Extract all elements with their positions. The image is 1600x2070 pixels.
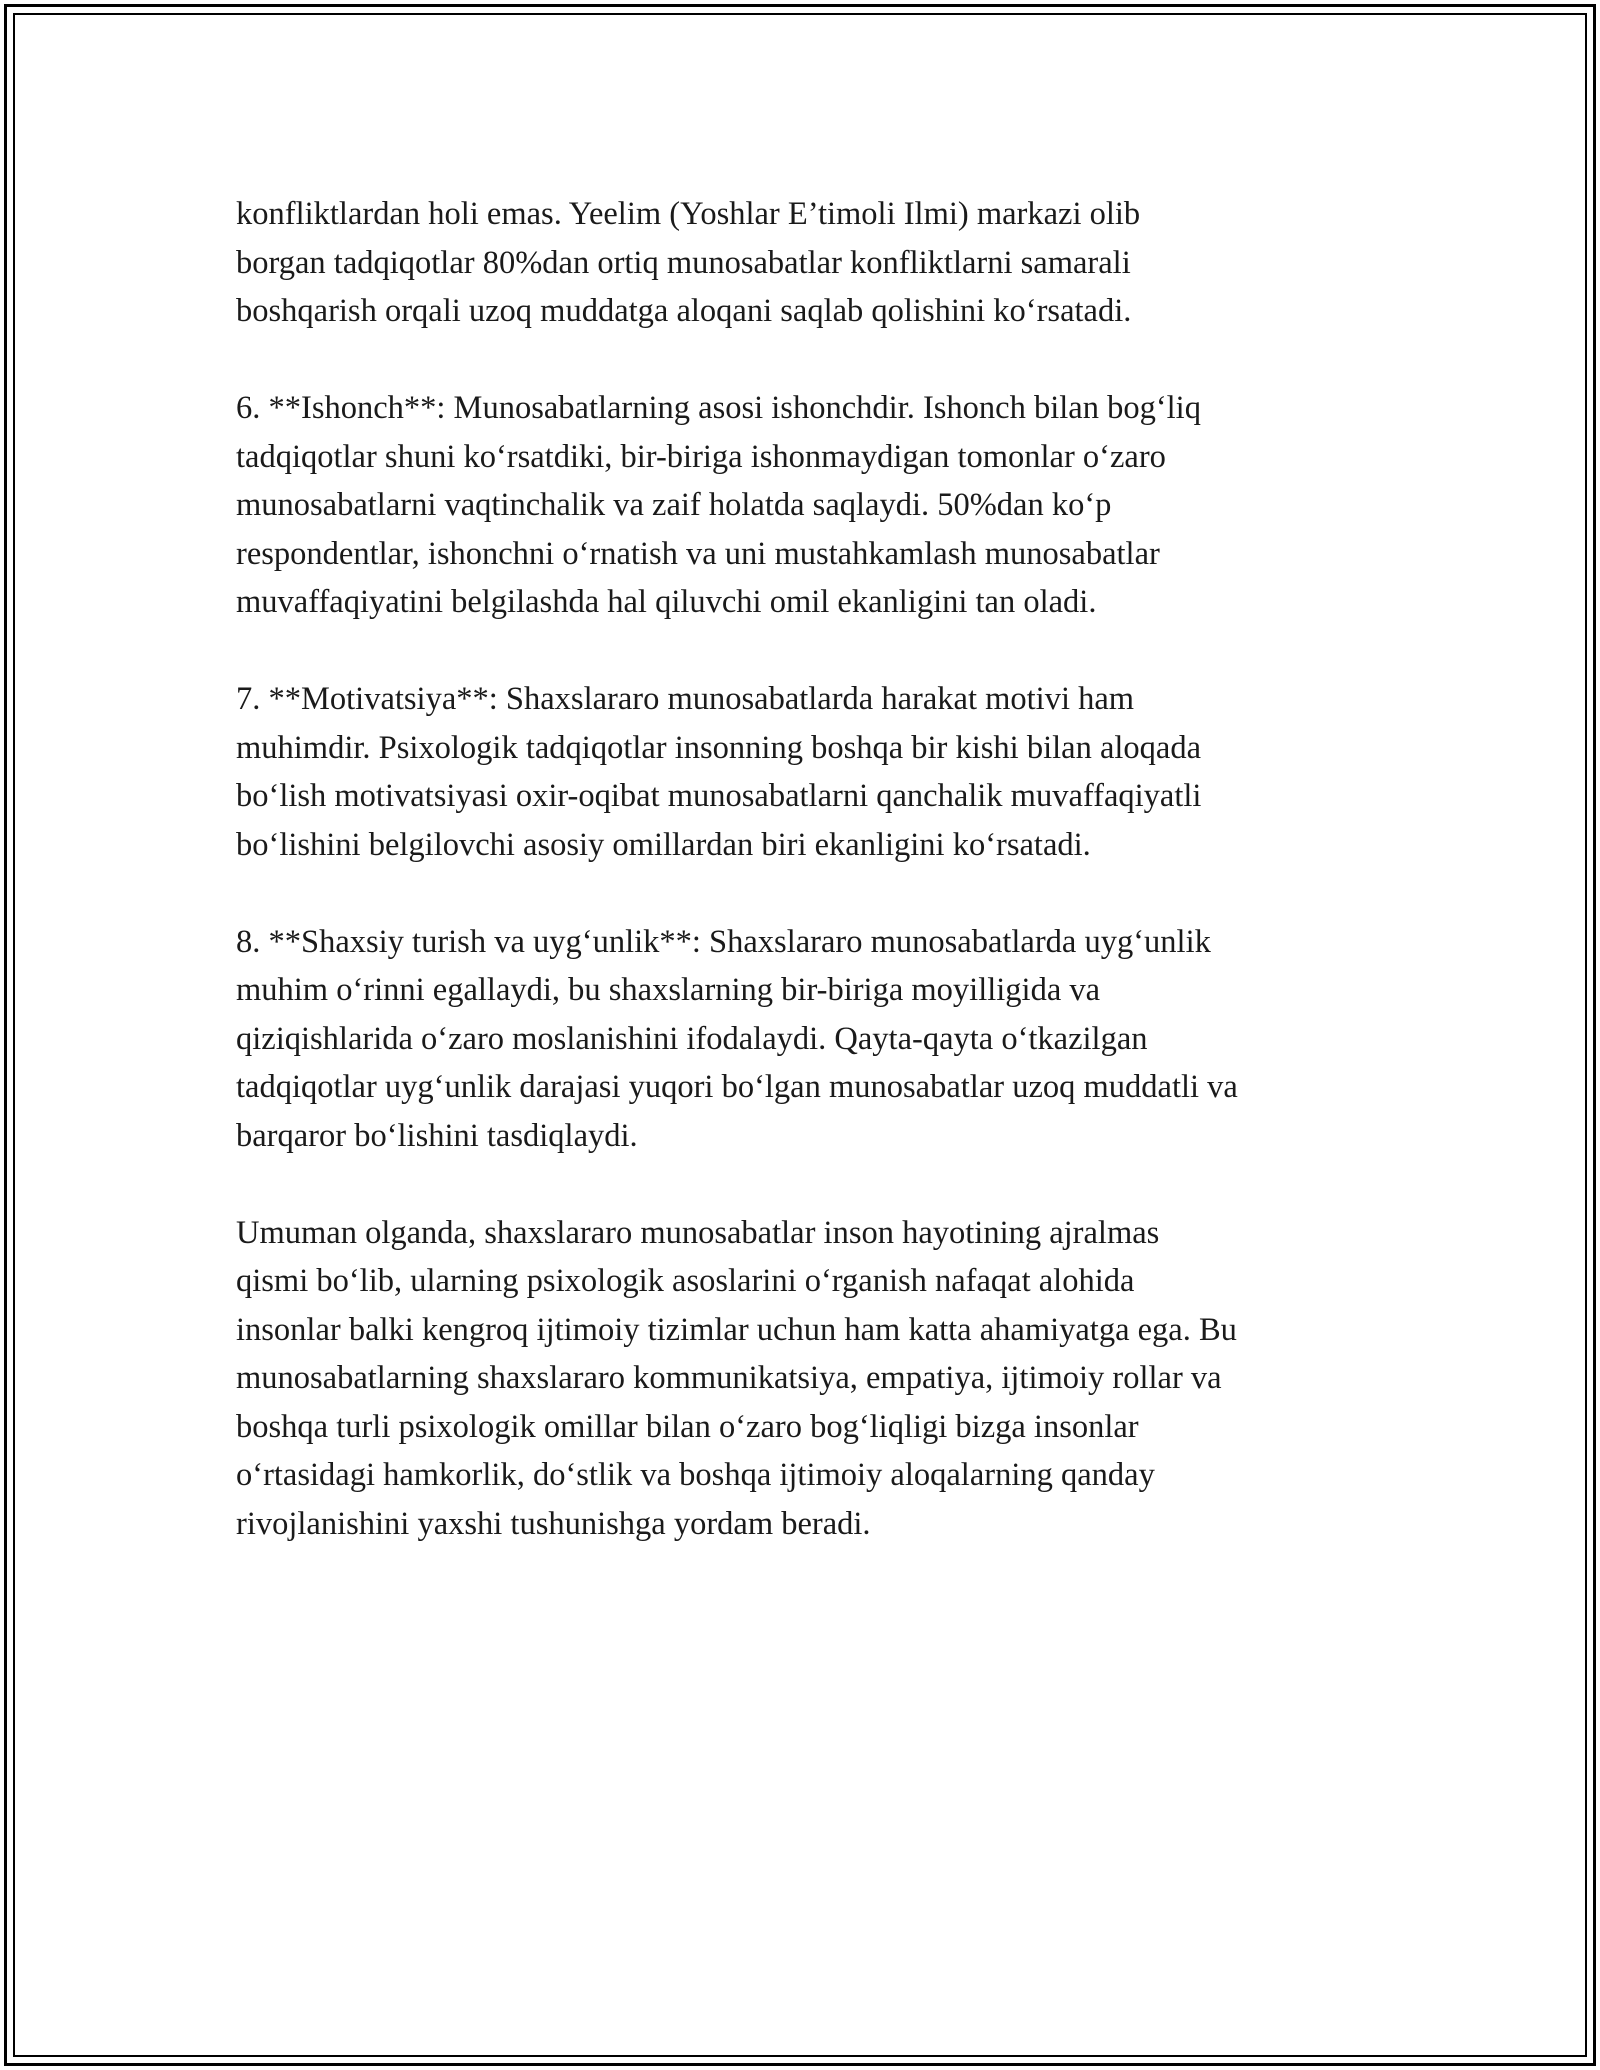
text-line: rivojlanishini yaxshi tushunishga yordam beradi. xyxy=(236,1505,871,1542)
text-line: tadqiqotlar uyg‘unlik darajasi yuqori bo‘lgan munosabatlar uzoq muddatli va xyxy=(236,1069,1238,1105)
text-line: muvaffaqiyatini belgilashda hal qiluvchi omil ekanligini tan oladi. xyxy=(236,584,1097,620)
text-line: muhim o‘rinni egallaydi, bu shaxslarning bir-biriga moyilligida va xyxy=(236,972,1101,1008)
text-line: konfliktlardan holi emas. Yeelim (Yoshlar E’timoli Ilmi) markazi olib xyxy=(236,196,1141,232)
text-line: 6. **Ishonch**: Munosabatlarning asosi ishonchdir. Ishonch bilan bog‘liq xyxy=(236,390,1201,426)
text-line: Umuman olganda, shaxslararo munosabatlar inson hayotining ajralmas xyxy=(236,1214,1160,1251)
text-line: barqaror bo‘lishini tasdiqlaydi. xyxy=(236,1117,638,1154)
paragraph-motivation xyxy=(236,675,1376,869)
text-line: boshqa turli psixologik omillar bilan o‘zaro bog‘liqligi bizga insonlar xyxy=(236,1408,1139,1445)
paragraph-trust xyxy=(236,384,1376,627)
text-line: qiziqishlarida o‘zaro moslanishini ifodalaydi. Qayta-qayta o‘tkazilgan xyxy=(236,1020,1148,1057)
paragraph-harmony xyxy=(236,918,1376,1161)
text-line: bo‘lish motivatsiyasi oxir-oqibat munosabatlarni qanchalik muvaffaqiyatli xyxy=(236,778,1202,814)
text-line: o‘rtasidagi hamkorlik, do‘stlik va boshqa ijtimoiy aloqalarning qanday xyxy=(236,1457,1155,1493)
text-line: borgan tadqiqotlar 80%dan ortiq munosabatlar konfliktlarni samarali xyxy=(236,244,1131,281)
text-line: tadqiqotlar shuni ko‘rsatdiki, bir-biriga ishonmaydigan tomonlar o‘zaro xyxy=(236,438,1166,475)
text-line: qismi bo‘lib, ularning psixologik asoslarini o‘rganish nafaqat alohida xyxy=(236,1263,1135,1299)
text-line: muhimdir. Psixologik tadqiqotlar insonning boshqa bir kishi bilan aloqada xyxy=(236,729,1202,766)
text-line: insonlar balki kengroq ijtimoiy tizimlar uchun ham katta ahamiyatga ega. Bu xyxy=(236,1311,1237,1348)
paragraph-conclusion xyxy=(236,1209,1376,1549)
text-line: 7. **Motivatsiya**: Shaxslararo munosabatlarda harakat motivi ham xyxy=(236,681,1135,717)
text-line: boshqarish orqali uzoq muddatga aloqani saqlab qolishini ko‘rsatadi. xyxy=(236,293,1132,329)
text-line: munosabatlarni vaqtinchalik va zaif holatda saqlaydi. 50%dan ko‘p xyxy=(236,487,1112,523)
document-body xyxy=(236,190,1376,1597)
paragraph-conflicts-continued xyxy=(236,190,1376,336)
text-line: respondentlar, ishonchni o‘rnatish va uni mustahkamlash munosabatlar xyxy=(236,535,1160,572)
text-line: bo‘lishini belgilovchi asosiy omillardan biri ekanligini ko‘rsatadi. xyxy=(236,826,1091,863)
text-line: 8. **Shaxsiy turish va uyg‘unlik**: Shaxslararo munosabatlarda uyg‘unlik xyxy=(236,923,1211,960)
text-line: munosabatlarning shaxslararo kommunikatsiya, empatiya, ijtimoiy rollar va xyxy=(236,1360,1222,1396)
